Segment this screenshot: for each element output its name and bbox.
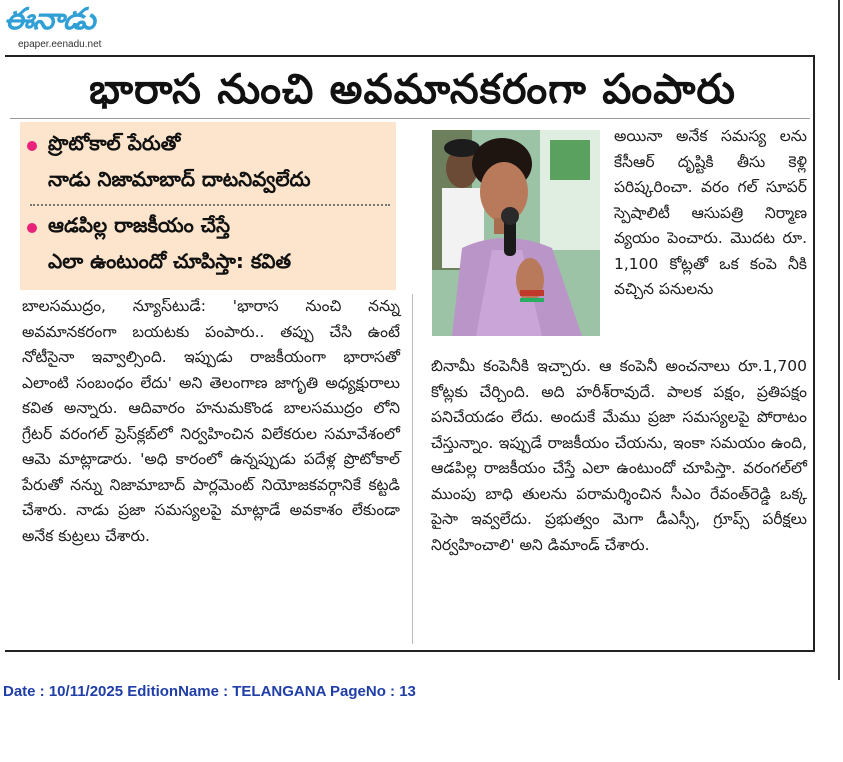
speaker-photo-illustration (432, 130, 600, 336)
highlight-line: ఆడపిల్ల రాజకీయం చేస్తే (48, 213, 230, 237)
eenadu-logo[interactable] (2, 2, 142, 50)
article-headline: భారాస నుంచి అవమానకరంగా పంపారు (89, 65, 736, 113)
highlight-divider (30, 204, 390, 206)
article-body-column-right: బినామీ కంపెనీకి ఇచ్చారు. ఆ కంపెనీ అంచనాలు రూ.1,700 కోట్లకు చేర్చింది. అది హరీశ్‌రావుదే. పాలక పక్షం, ప్రతిపక్షం పనిచేయడం లేదు. అందుకే మేము ప్రజా సమస్యలపై పోరాటం చేస్తున్నాం. ఇప్పుడే రాజకీయం చేయను, ఇంకా సమయం ఉంది, ఆడపిల్ల రాజకీయం చేస్తే ఎలా ఉంటుందో చూపిస్తా. వరంగల్‌లో ముంపు బాధి తులను పరామర్శించిన సీఎం రేవంత్‌రెడ్డి ఒక్క పైసా ఇవ్వలేదు. ప్రభుత్వం మెగా డీఎస్సీ, గ్రూప్స్ పరీక్షలు నిర్వహించాలి' అని డిమాండ్ చేశారు. (431, 357, 807, 554)
logo-wordmark: ఈనాడు (4, 2, 95, 37)
highlight-line: ఎలా ఉంటుందో చూపిస్తా: కవిత (48, 249, 292, 273)
highlights-box (20, 122, 396, 290)
highlight-line: నాడు నిజామాబాద్ దాటనివ్వలేదు (48, 167, 311, 191)
edition-dateline: Date : 10/11/2025 EditionName : TELANGANA PageNo : 13 (3, 683, 416, 700)
article-body-column-right-top: అయినా అనేక సమస్య లను కేసీఆర్ దృష్టికి తీసు కెళ్లి పరిష్కరించా. వరం గల్ సూపర్ స్పెషాలిటీ ఆసుపత్రి నిర్మాణ వ్యయం పెంచారు. మొదట రూ. 1,100 కోట్లతో ఒక కంపె నీకి వచ్చిన పనులను (614, 127, 807, 298)
highlight-line: ప్రొటోకాల్ పేరుతో (48, 131, 181, 155)
column-divider (412, 294, 413, 644)
logo-url: epaper.eenadu.net (18, 39, 102, 50)
bullet-icon (27, 223, 37, 233)
article-body-column-left: బాలసముద్రం, న్యూస్‌టుడే: 'భారాస నుంచి నన్ను అవమానకరంగా బయటకు పంపారు.. తప్పు చేసి ఉంటే నోటీసైనా ఇవ్వాల్సింది. ఇప్పుడు రాజకీయంగా భారాసతో ఎలాంటి సంబంధం లేదు' అని తెలంగాణ జాగృతి అధ్యక్షురాలు కవిత అన్నారు. ఆదివారం హనుమకొండ బాలసముద్రం లోని గ్రేటర్ వరంగల్ ప్రెస్‌క్లబ్‌లో నిర్వహించిన విలేకరుల సమావేశంలో ఆమె మాట్లాడారు. 'అధి కారంలో ఉన్నప్పుడు పదేళ్ల ప్రొటోకాల్ పేరుతో నన్ను నిజామాబాద్ పార్లమెంట్ నియోజకవర్గానికే కట్టడి చేశారు. నాడు ప్రజా సమస్యలపై మాట్లాడే అవకాశం లేకుండా అనేక కుట్రలు చేశారు. (22, 297, 400, 545)
article-photo (432, 130, 600, 336)
page-edge-rule (838, 0, 840, 680)
headline-divider (10, 118, 810, 119)
bullet-icon (27, 141, 37, 151)
